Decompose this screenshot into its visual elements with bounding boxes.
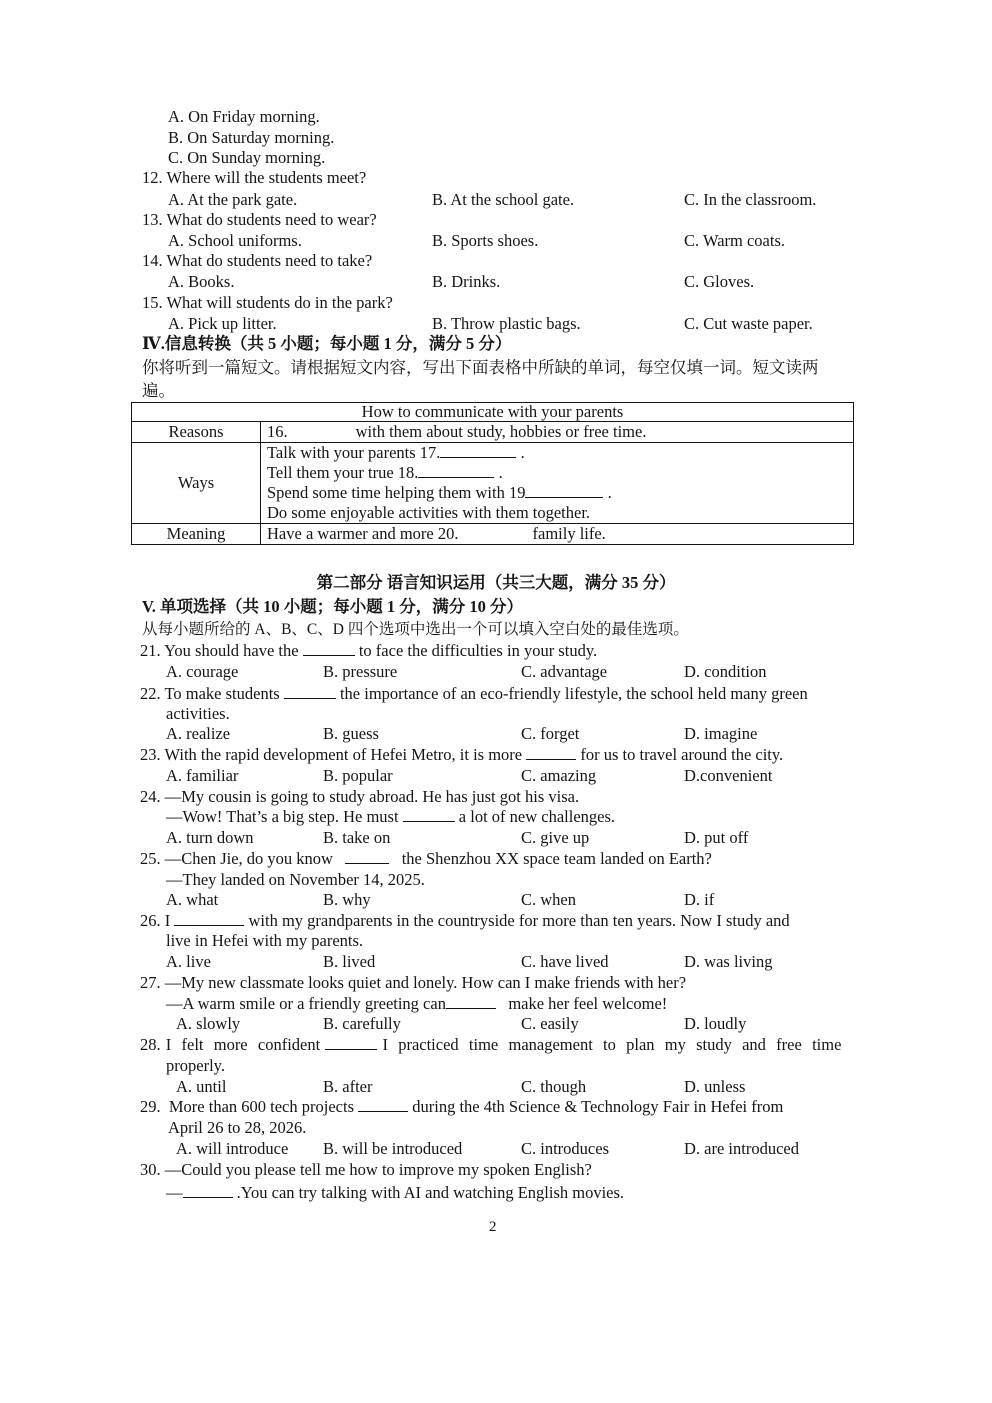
q14-stem: 14. What do students need to take?	[142, 251, 373, 270]
q27-option-b: B. carefully	[323, 1014, 401, 1033]
way-18	[267, 463, 847, 483]
q28-pre: 28. I felt more confident	[140, 1035, 321, 1054]
q26-option-c: C. have lived	[521, 952, 609, 971]
reasons-label: Reasons	[132, 422, 261, 443]
section4-heading: Ⅳ.信息转换（共 5 小题；每小题 1 分，满分 5 分）	[142, 334, 512, 353]
q14-option-a: A. Books.	[168, 272, 235, 291]
q24-blank[interactable]	[403, 807, 455, 822]
q25-post: the Shenzhou XX space team landed on Earth?	[401, 849, 712, 868]
meaning-text: Have a warmer and more 20.	[267, 524, 459, 543]
reasons-cell	[261, 422, 854, 443]
q22-stem	[140, 684, 808, 704]
q14-option-c: C. Gloves.	[684, 272, 755, 291]
q30-post: .You can try talking with AI and watching English movies.	[236, 1183, 625, 1202]
q21-pre: 21. You should have the	[140, 641, 299, 660]
q26-option-b: B. lived	[323, 952, 376, 971]
q22-cont: activities.	[166, 704, 230, 723]
q24-pre: —Wow! That’s a big step. He must	[166, 807, 399, 826]
q26-option-d: D. was living	[684, 952, 773, 971]
blank-16-number: 16.	[267, 422, 288, 441]
way-19-text: Spend some time helping them with 19	[267, 483, 526, 502]
q28-blank[interactable]	[325, 1035, 377, 1050]
q12-option-b: B. At the school gate.	[432, 190, 575, 209]
q15-option-c: C. Cut waste paper.	[684, 314, 813, 333]
q24-option-c: C. give up	[521, 828, 590, 847]
q14-option-b: B. Drinks.	[432, 272, 501, 291]
q21-blank[interactable]	[303, 641, 355, 656]
q29-pre: 29. More than 600 tech projects	[140, 1097, 354, 1116]
q23-post: for us to travel around the city.	[580, 745, 784, 764]
way-18-end: .	[498, 463, 503, 482]
meaning-label: Meaning	[132, 524, 261, 545]
q29-option-a: A. will introduce	[176, 1139, 289, 1158]
way-18-text: Tell them your true 18.	[267, 463, 419, 482]
q26-stem	[140, 911, 790, 931]
q13-option-c: C. Warm coats.	[684, 231, 786, 250]
way-19	[267, 483, 847, 503]
q24-option-d: D. put off	[684, 828, 749, 847]
q26-blank[interactable]	[174, 911, 244, 926]
reasons-text: with them about study, hobbies or free time.	[355, 422, 647, 441]
q24-post: a lot of new challenges.	[458, 807, 616, 826]
q26-post: with my grandparents in the countryside for more than ten years. Now I study and	[248, 911, 790, 930]
q21-option-c: C. advantage	[521, 662, 608, 681]
way-4: Do some enjoyable activities with them together.	[267, 503, 591, 522]
q29-option-c: C. introduces	[521, 1139, 609, 1158]
q22-option-d: D. imagine	[684, 724, 758, 743]
meaning-cell	[261, 524, 854, 545]
q26-pre: 26. I	[140, 911, 171, 930]
q27-post: make her feel welcome!	[508, 994, 668, 1013]
q24-option-b: B. take on	[323, 828, 391, 847]
part2-title: 第二部分 语言知识运用（共三大题，满分 35 分）	[316, 573, 676, 592]
q25-line2: —They landed on November 14, 2025.	[166, 870, 425, 889]
section4-instruction-cont: 遍。	[142, 381, 175, 400]
q30-line2	[166, 1183, 624, 1203]
q29-option-d: D. are introduced	[684, 1139, 799, 1158]
q11-option-c: C. On Sunday morning.	[168, 148, 326, 167]
q22-option-c: C. forget	[521, 724, 580, 743]
blank-17[interactable]	[440, 443, 516, 458]
q21-option-d: D. condition	[684, 662, 767, 681]
q12-option-c: C. In the classroom.	[684, 190, 817, 209]
section4-instruction: 你将听到一篇短文。请根据短文内容，写出下面表格中所缺的单词，每空仅填一词。短文读两	[142, 358, 819, 377]
q23-option-b: B. popular	[323, 766, 393, 785]
q22-option-b: B. guess	[323, 724, 379, 743]
q25-option-b: B. why	[323, 890, 371, 909]
q27-line2	[166, 994, 667, 1014]
q13-option-b: B. Sports shoes.	[432, 231, 539, 250]
q25-option-a: A. what	[166, 890, 219, 909]
q25-pre: 25. —Chen Jie, do you know	[140, 849, 333, 868]
q22-blank[interactable]	[284, 684, 336, 699]
q27-option-c: C. easily	[521, 1014, 579, 1033]
q22-option-a: A. realize	[166, 724, 231, 743]
q12-option-a: A. At the park gate.	[168, 190, 298, 209]
q21-post: to face the difficulties in your study.	[358, 641, 598, 660]
q29-stem	[140, 1097, 783, 1117]
q30-pre: —	[166, 1183, 183, 1202]
q25-option-c: C. when	[521, 890, 576, 909]
q22-pre: 22. To make students	[140, 684, 280, 703]
q11-option-a: A. On Friday morning.	[168, 107, 320, 126]
q22-post: the importance of an eco-friendly lifestyle, the school held many green	[339, 684, 808, 703]
page-number: 2	[489, 1219, 497, 1235]
q28-post: I practiced time management to plan my study and free time	[382, 1035, 842, 1054]
q25-blank[interactable]	[345, 849, 389, 864]
section5-heading: V. 单项选择（共 10 小题；每小题 1 分，满分 10 分）	[142, 597, 524, 616]
q13-stem: 13. What do students need to wear?	[142, 210, 377, 229]
q23-pre: 23. With the rapid development of Hefei Metro, it is more	[140, 745, 523, 764]
ways-label: Ways	[132, 443, 261, 524]
table-caption: How to communicate with your parents	[132, 403, 854, 422]
q26-cont: live in Hefei with my parents.	[166, 931, 364, 950]
q21-option-a: A. courage	[166, 662, 239, 681]
q13-option-a: A. School uniforms.	[168, 231, 302, 250]
q23-blank[interactable]	[526, 745, 576, 760]
q29-blank[interactable]	[358, 1097, 408, 1112]
q29-cont: April 26 to 28, 2026.	[168, 1118, 307, 1137]
q28-stem	[140, 1035, 841, 1055]
q27-pre: —A warm smile or a friendly greeting can	[166, 994, 446, 1013]
q27-option-a: A. slowly	[176, 1014, 241, 1033]
q28-option-c: C. though	[521, 1077, 587, 1096]
meaning-end: family life.	[532, 524, 606, 543]
q27-blank[interactable]	[446, 994, 496, 1009]
q24-line1: 24. —My cousin is going to study abroad. He has just got his visa.	[140, 787, 580, 806]
q28-option-d: D. unless	[684, 1077, 746, 1096]
info-table	[131, 402, 854, 545]
q27-line1: 27. —My new classmate looks quiet and lonely. How can I make friends with her?	[140, 973, 687, 992]
blank-18[interactable]	[418, 463, 494, 478]
q15-option-a: A. Pick up litter.	[168, 314, 277, 333]
q23-option-c: C. amazing	[521, 766, 597, 785]
way-19-end: .	[607, 483, 612, 502]
q12-stem: 12. Where will the students meet?	[142, 168, 367, 187]
q27-option-d: D. loudly	[684, 1014, 747, 1033]
way-17-text: Talk with your parents 17.	[267, 443, 441, 462]
blank-19[interactable]	[525, 483, 603, 498]
q28-option-b: B. after	[323, 1077, 373, 1096]
q30-blank[interactable]	[183, 1183, 233, 1198]
q28-cont: properly.	[166, 1056, 225, 1075]
q30-line1: 30. —Could you please tell me how to improve my spoken English?	[140, 1160, 592, 1179]
q24-line2	[166, 807, 615, 827]
q29-post: during the 4th Science & Technology Fair in Hefei from	[412, 1097, 784, 1116]
section5-instruction: 从每小题所给的 A、B、C、D 四个选项中选出一个可以填入空白处的最佳选项。	[142, 621, 689, 638]
q25-stem	[140, 849, 712, 869]
q23-option-a: A. familiar	[166, 766, 239, 785]
q26-option-a: A. live	[166, 952, 211, 971]
q21-stem	[140, 641, 597, 661]
q24-option-a: A. turn down	[166, 828, 254, 847]
q29-option-b: B. will be introduced	[323, 1139, 463, 1158]
q28-option-a: A. until	[176, 1077, 227, 1096]
q25-option-d: D. if	[684, 890, 715, 909]
q23-option-d: D.convenient	[684, 766, 773, 785]
ways-cell	[261, 443, 854, 524]
way-17-end: .	[520, 443, 525, 462]
q15-stem: 15. What will students do in the park?	[142, 293, 393, 312]
way-17	[267, 443, 847, 463]
q11-option-b: B. On Saturday morning.	[168, 128, 335, 147]
q23-stem	[140, 745, 783, 765]
q15-option-b: B. Throw plastic bags.	[432, 314, 581, 333]
q21-option-b: B. pressure	[323, 662, 398, 681]
